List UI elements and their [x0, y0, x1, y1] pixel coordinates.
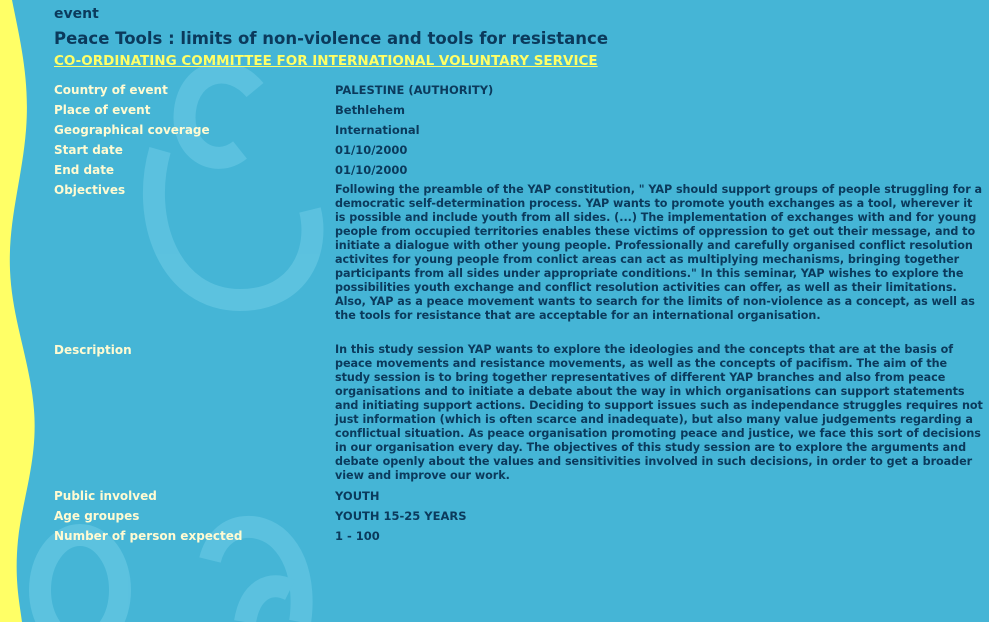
field-value: PALESTINE (AUTHORITY) [335, 83, 494, 97]
field-label: Objectives [54, 183, 126, 197]
left-wave-stripe [0, 0, 35, 622]
field-value: YOUTH 15-25 YEARS [335, 509, 467, 523]
field-label: Number of person expected [54, 529, 243, 543]
field-value: Bethlehem [335, 103, 405, 117]
field-label: Public involved [54, 489, 157, 503]
field-value: 01/10/2000 [335, 143, 408, 157]
organisation-link[interactable]: CO-ORDINATING COMMITTEE FOR INTERNATIONAL VOLUNTARY SERVICE [54, 53, 598, 69]
field-value: YOUTH [335, 489, 380, 503]
field-label: Age groupes [54, 509, 140, 523]
field-label: End date [54, 163, 115, 177]
field-label: Place of event [54, 103, 151, 117]
field-label: Description [54, 343, 132, 357]
field-label: Start date [54, 143, 123, 157]
field-value: International [335, 123, 420, 137]
field-value: Following the preamble of the YAP constitution, " YAP should support groups of people struggling for a democratic self-determination process. YAP wants to promote youth exchanges as a tool, wherever it is possible and include youth from all sides. (...) The implementation of exchanges with and for young people from occupied territories enables these victims of oppression to get out their message, and to initiate a dialogue with other young people. Professionally and carefully organised conflict resolution activites for young people from conlict areas can act as multiplying mechanisms, bringing together participants from all sides under appropriate conditions." In this seminar, YAP wishes to explore the possibilities youth exchange and conflict resolution activities can offer, as well as their limitations. Also, YAP as a peace movement wants to search for the limits of non-violence as a concept, as well as the tools for resistance that are acceptable for an international organisation. [335, 183, 983, 322]
field-value: 1 - 100 [335, 529, 380, 543]
field-label: Country of event [54, 83, 168, 97]
field-value: In this study session YAP wants to explore the ideologies and the concepts that are at the basis of peace movements and resistance movements, as well as the concepts of pacifism. The aim of the study session is to bring together representatives of different YAP branches and also from peace organisations and to initiate a debate about the way in which organisations can support statements and initiating support actions. Deciding to support issues such as independance struggles requires not just information (which is often scarce and inadequate), but also many value judgements regarding a conflictual situation. As peace organisation promoting peace and justice, we face this sort of decisions in our organisation every day. The objectives of this study session are to explore the arguments and debate openly about the values and sensitivities involved in such decisions, in order to get a broader view and improve our work. [335, 343, 983, 482]
field-value: 01/10/2000 [335, 163, 408, 177]
page-title: Peace Tools : limits of non-violence and tools for resistance [54, 29, 609, 48]
field-label: Geographical coverage [54, 123, 210, 137]
event-label: event [54, 6, 99, 22]
